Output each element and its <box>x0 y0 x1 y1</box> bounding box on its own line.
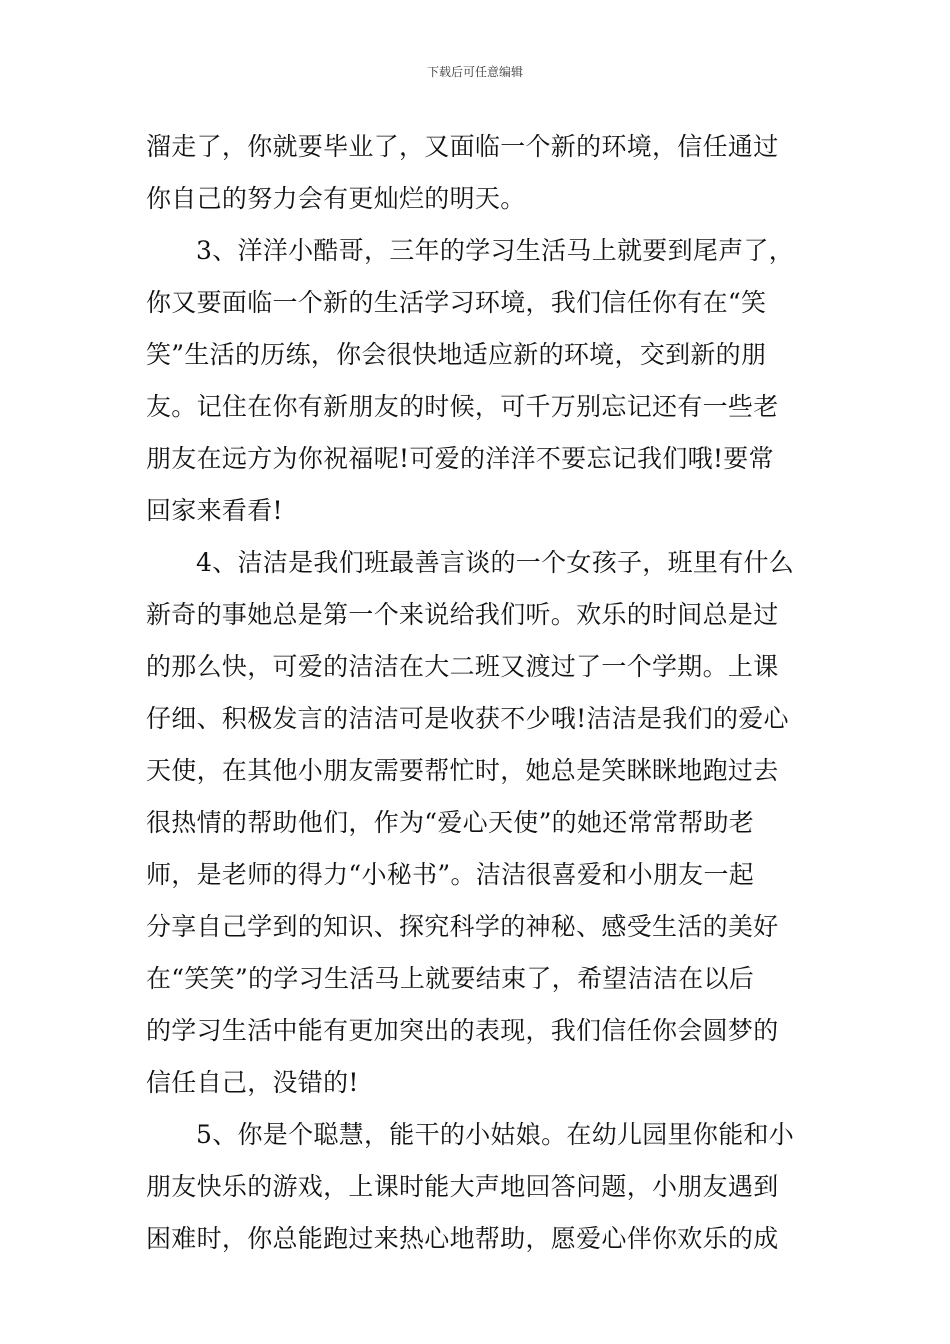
text-line: 困难时，你总能跑过来热心地帮助，愿爱心伴你欢乐的成 <box>146 1224 779 1253</box>
text-line: 的学习生活中能有更加突出的表现，我们信任你会圆梦的 <box>146 1016 779 1045</box>
text-line: 的那么快，可爱的洁洁在大二班又渡过了一个学期。上课 <box>146 652 779 681</box>
text-line: 很热情的帮助他们，作为“爱心天使”的她还常常帮助老 <box>146 808 755 837</box>
paragraph-continuation <box>146 121 806 225</box>
paragraph-3 <box>146 225 806 537</box>
text-line: 3、洋洋小酷哥，三年的学习生活马上就要到尾声了， <box>196 236 795 265</box>
text-line: 新奇的事她总是第一个来说给我们听。欢乐的时间总是过 <box>146 600 779 629</box>
paragraph-5 <box>146 1109 806 1265</box>
page-header: 下载后可任意编辑 <box>426 65 523 79</box>
text-line: 你自己的努力会有更灿烂的明天。 <box>146 184 526 213</box>
text-line: 溜走了，你就要毕业了，又面临一个新的环境，信任通过 <box>146 132 779 161</box>
text-line: 仔细、积极发言的洁洁可是收获不少哦!洁洁是我们的爱心 <box>146 704 789 733</box>
paragraph-4 <box>146 537 806 1109</box>
text-line: 4、洁洁是我们班最善言谈的一个女孩子，班里有什么 <box>196 548 795 577</box>
text-line: 回家来看看! <box>146 496 283 525</box>
text-line: 朋友快乐的游戏，上课时能大声地回答问题，小朋友遇到 <box>146 1172 779 1201</box>
text-line: 朋友在远方为你祝福呢!可爱的洋洋不要忘记我们哦!要常 <box>146 444 774 473</box>
text-line: 天使，在其他小朋友需要帮忙时，她总是笑眯眯地跑过去 <box>146 756 779 785</box>
text-line: 师，是老师的得力“小秘书”。洁洁很喜爱和小朋友一起 <box>146 860 755 889</box>
document-body <box>146 121 806 1265</box>
text-line: 友。记住在你有新朋友的时候，可千万别忘记还有一些老 <box>146 392 779 421</box>
text-line: 分享自己学到的知识、探究科学的神秘、感受生活的美好 <box>146 912 779 941</box>
text-line: 5、你是个聪慧，能干的小姑娘。在幼儿园里你能和小 <box>196 1120 795 1149</box>
text-line: 在“笑笑”的学习生活马上就要结束了，希望洁洁在以后 <box>146 964 755 993</box>
text-line: 笑”生活的历练，你会很快地适应新的环境，交到新的朋 <box>146 340 767 369</box>
text-line: 信任自己，没错的! <box>146 1068 359 1097</box>
text-line: 你又要面临一个新的生活学习环境，我们信任你有在“笑 <box>146 288 767 317</box>
